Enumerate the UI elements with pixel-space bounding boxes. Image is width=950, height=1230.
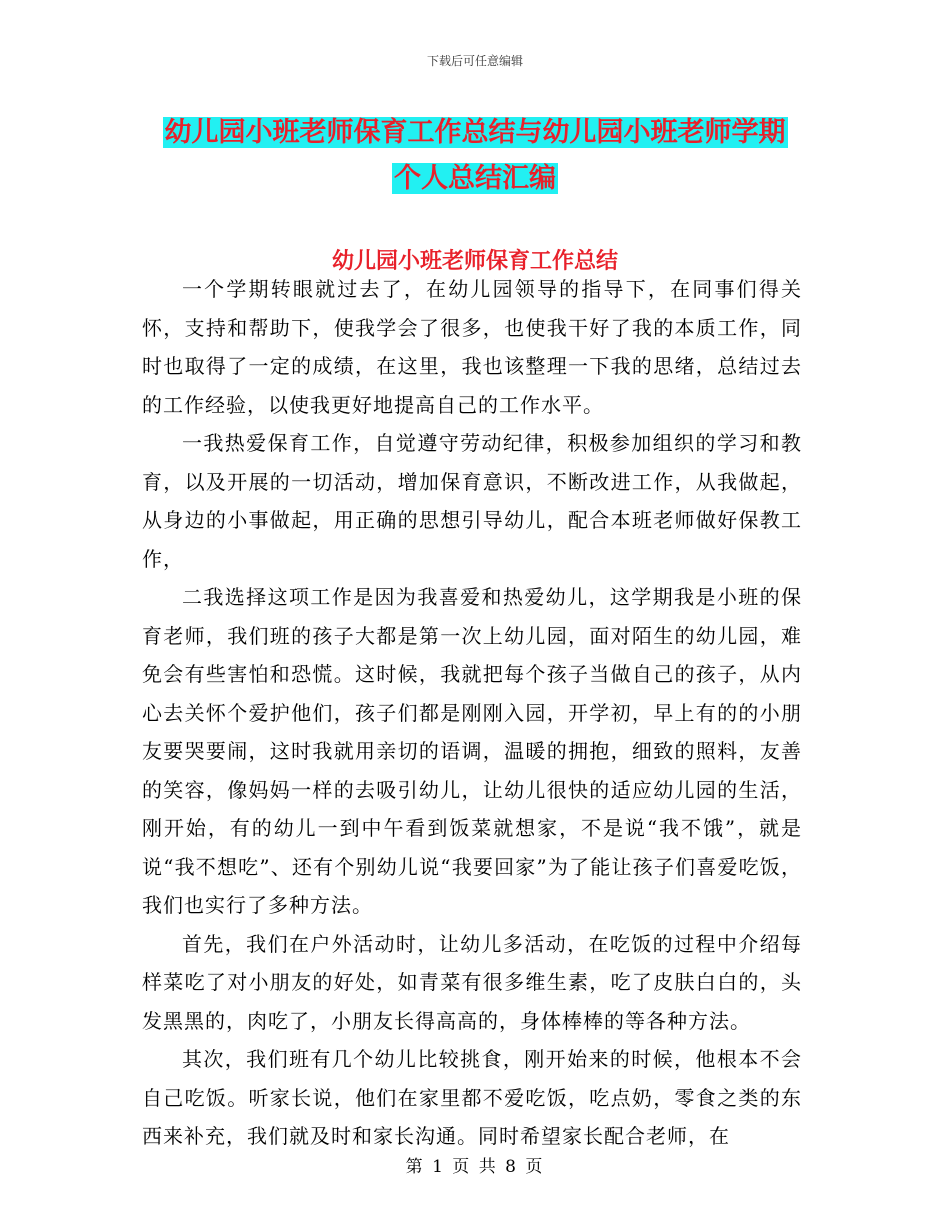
page-number-footer: 第 1 页 共 8 页 <box>405 1157 545 1177</box>
document-title <box>0 110 950 202</box>
document-title-line-2: 个人总结汇编 <box>394 163 556 194</box>
document-title-line-1: 幼儿园小班老师保育工作总结与幼儿园小班老师学期 <box>164 117 786 148</box>
paragraph: 一我热爱保育工作，自觉遵守劳动纪律，积极参加组织的学习和教育，以及开展的一切活动，增加保育意识，不断改进工作，从我做起，从身边的小事做起，用正确的思想引导幼儿，配合本班老师做好保教工作， <box>142 431 802 571</box>
paragraph: 二我选择这项工作是因为我喜爱和热爱幼儿，这学期我是小班的保育老师，我们班的孩子大都是第一次上幼儿园，面对陌生的幼儿园，难免会有些害怕和恐慌。这时候，我就把每个孩子当做自己的孩子，从内心去关怀个爱护他们，孩子们都是刚刚入园，开学初，早上有的的小朋友要哭要闹，这时我就用亲切的语调，温暖的拥抱，细致的照料，友善的笑容，像妈妈一样的去吸引幼儿，让幼儿很快的适应幼儿园的生活，刚开始，有的幼儿一到中午看到饭菜就想家，不是说“我不饿”，就是说“我不想吃”、还有个别幼儿说“我要回家”为了能让孩子们喜爱吃饭，我们也实行了多种方法。 <box>142 585 802 917</box>
paragraph: 首先，我们在户外活动时，让幼儿多活动，在吃饭的过程中介绍每样菜吃了对小朋友的好处，如青菜有很多维生素，吃了皮肤白白的，头发黑黑的，肉吃了，小朋友长得高高的，身体棒棒的等各种方法。 <box>142 931 802 1033</box>
paragraph: 其次，我们班有几个幼儿比较挑食，刚开始来的时候，他根本不会自己吃饭。听家长说，他们在家里都不爱吃饭，吃点奶，零食之类的东西来补充，我们就及时和家长沟通。同时希望家长配合老师，在 <box>142 1047 802 1148</box>
document-body <box>142 270 802 1156</box>
section-title: 幼儿园小班老师保育工作总结 <box>331 249 618 274</box>
paragraph: 一个学期转眼就过去了，在幼儿园领导的指导下，在同事们得关怀，支持和帮助下，使我学会了很多，也使我干好了我的本质工作，同时也取得了一定的成绩，在这里，我也该整理一下我的思绪，总结过去的工作经验，以使我更好地提高自己的工作水平。 <box>142 277 802 417</box>
header-note: 下载后可任意编辑 <box>426 54 523 68</box>
